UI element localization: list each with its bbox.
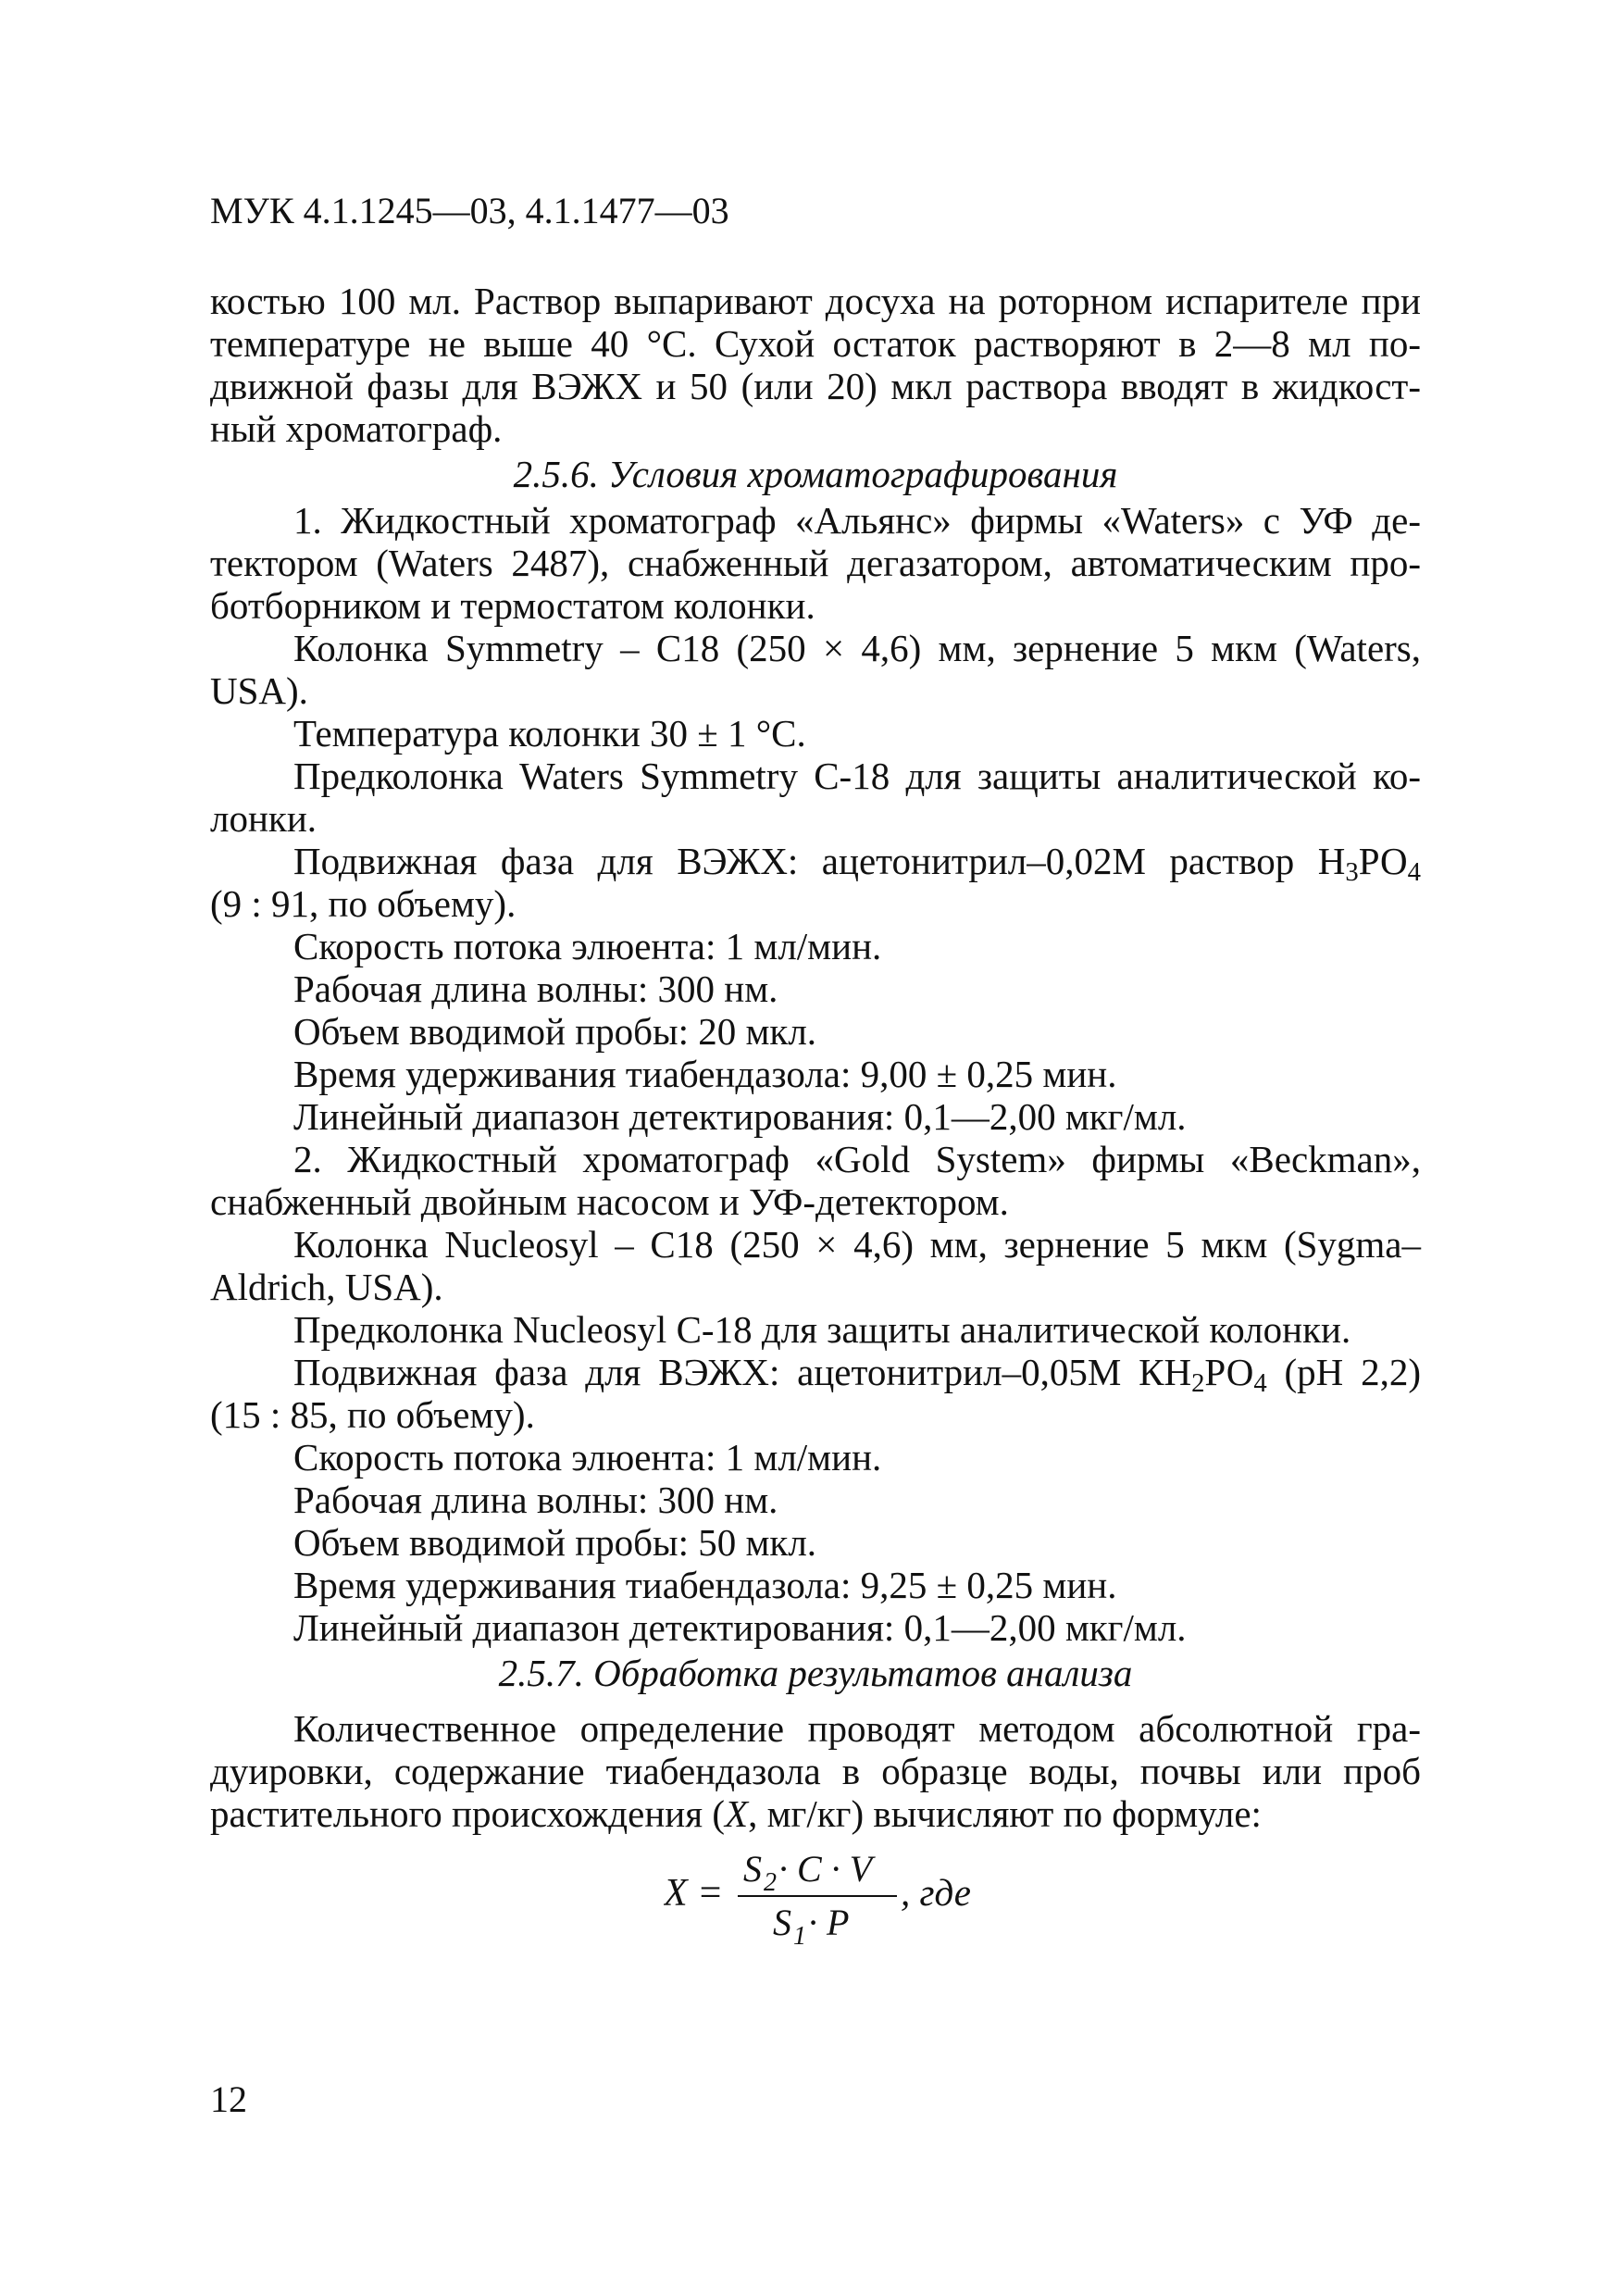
- text-line: лонки.: [210, 797, 317, 840]
- formula: [664, 1844, 997, 1946]
- document-body: [210, 280, 1421, 1946]
- text-line: (15 : 85, по объему).: [210, 1393, 535, 1436]
- svg-text:S: S: [743, 1848, 762, 1890]
- document-header: МУК 4.1.1245—03, 4.1.1477—03: [210, 190, 729, 231]
- text-line: Скорость потока элюента: 1 мл/мин.: [293, 925, 882, 967]
- text-line: движной фазы для ВЭЖХ и 50 (или 20) мкл раствора вводят в жидкост-: [210, 365, 1421, 407]
- formula-numerator: [743, 1848, 877, 1897]
- paragraph-continuation: [210, 280, 1421, 450]
- svg-text:· P: · P: [808, 1902, 850, 1943]
- svg-text:· C · V: · C · V: [778, 1848, 873, 1890]
- text-line: тектором (Waters 2487), снабженный дегазатором, автоматическим про-: [210, 542, 1421, 584]
- formula-denominator: [773, 1902, 849, 1946]
- text-line: ный хроматограф.: [210, 407, 503, 450]
- text-line: 1. Жидкостный хроматограф «Альянс» фирмы «Waters» с УФ де-: [293, 499, 1421, 542]
- text-line: Предколонка Nucleosyl С-18 для защиты аналитической колонки.: [293, 1308, 1351, 1351]
- text-line: Объем вводимой пробы: 50 мкл.: [293, 1521, 817, 1564]
- svg-text:2: 2: [764, 1868, 777, 1897]
- text-line: Скорость потока элюента: 1 мл/мин.: [293, 1436, 882, 1479]
- text-line: Время удерживания тиабендазола: 9,25 ± 0,25 мин.: [293, 1564, 1117, 1606]
- section-heading-2-5-6: 2.5.6. Условия хроматографирования: [513, 453, 1118, 495]
- text-line: Aldrich, USA).: [210, 1266, 443, 1308]
- text-line: USA).: [210, 669, 308, 712]
- text-line: Температура колонки 30 ± 1 °С.: [293, 712, 806, 755]
- text-line: 2. Жидкостный хроматограф «Gold System» фирмы «Beckman»,: [293, 1138, 1421, 1180]
- calculation-paragraph: [210, 1707, 1421, 1835]
- text-line: Предколонка Waters Symmetry С-18 для защиты аналитической ко-: [293, 755, 1421, 797]
- chromatograph-2: [210, 1138, 1421, 1649]
- svg-text:S: S: [773, 1902, 791, 1943]
- text-line: ботборником и термостатом колонки.: [210, 584, 815, 627]
- text-line: Колонка Symmetry – С18 (250 × 4,6) мм, зернение 5 мкм (Waters,: [293, 627, 1421, 669]
- text-line: Линейный диапазон детектирования: 0,1—2,00 мкг/мл.: [293, 1095, 1187, 1138]
- text-line: растительного происхождения (X, мг/кг) вычисляют по формуле:: [210, 1792, 1262, 1835]
- formula-block: [210, 1844, 1421, 1946]
- text-line-mobile-phase: Подвижная фаза для ВЭЖХ: ацетонитрил–0,05М $КН_2РО_4$ (рН 2,2): [293, 1351, 1421, 1399]
- formula-lhs: X: [664, 1872, 688, 1915]
- text-line: Рабочая длина волны: 300 нм.: [293, 1479, 778, 1521]
- text-line: Рабочая длина волны: 300 нм.: [293, 967, 778, 1010]
- text-line: дуировки, содержание тиабендазола в образце воды, почвы или проб: [210, 1750, 1421, 1792]
- text-line: Колонка Nucleosyl – С18 (250 × 4,6) мм, зернение 5 мкм (Sygma–: [293, 1223, 1421, 1266]
- formula-suffix: , где: [901, 1871, 971, 1914]
- text-line: Время удерживания тиабендазола: 9,00 ± 0,25 мин.: [293, 1053, 1117, 1095]
- text-line: снабженный двойным насосом и УФ-детектором.: [210, 1180, 1009, 1223]
- page-number: 12: [210, 2078, 247, 2120]
- text-line: Линейный диапазон детектирования: 0,1—2,00 мкг/мл.: [293, 1606, 1187, 1649]
- text-line: Количественное определение проводят методом абсолютной гра-: [293, 1707, 1421, 1750]
- section-heading-2-5-7: 2.5.7. Обработка результатов анализа: [498, 1652, 1133, 1694]
- text-line-mobile-phase: Подвижная фаза для ВЭЖХ: ацетонитрил–0,02М раствор $Н_3РО_4$: [293, 840, 1421, 888]
- formula-equals: =: [697, 1872, 724, 1915]
- text-line: Объем вводимой пробы: 20 мкл.: [293, 1010, 817, 1053]
- chromatograph-1: [210, 499, 1421, 1138]
- text-line: температуре не выше 40 °С. Сухой остаток растворяют в 2—8 мл по-: [210, 322, 1421, 365]
- text-line: костью 100 мл. Раствор выпаривают досуха на роторном испарителе при: [210, 280, 1421, 322]
- svg-text:1: 1: [793, 1922, 806, 1946]
- text-line: (9 : 91, по объему).: [210, 882, 517, 925]
